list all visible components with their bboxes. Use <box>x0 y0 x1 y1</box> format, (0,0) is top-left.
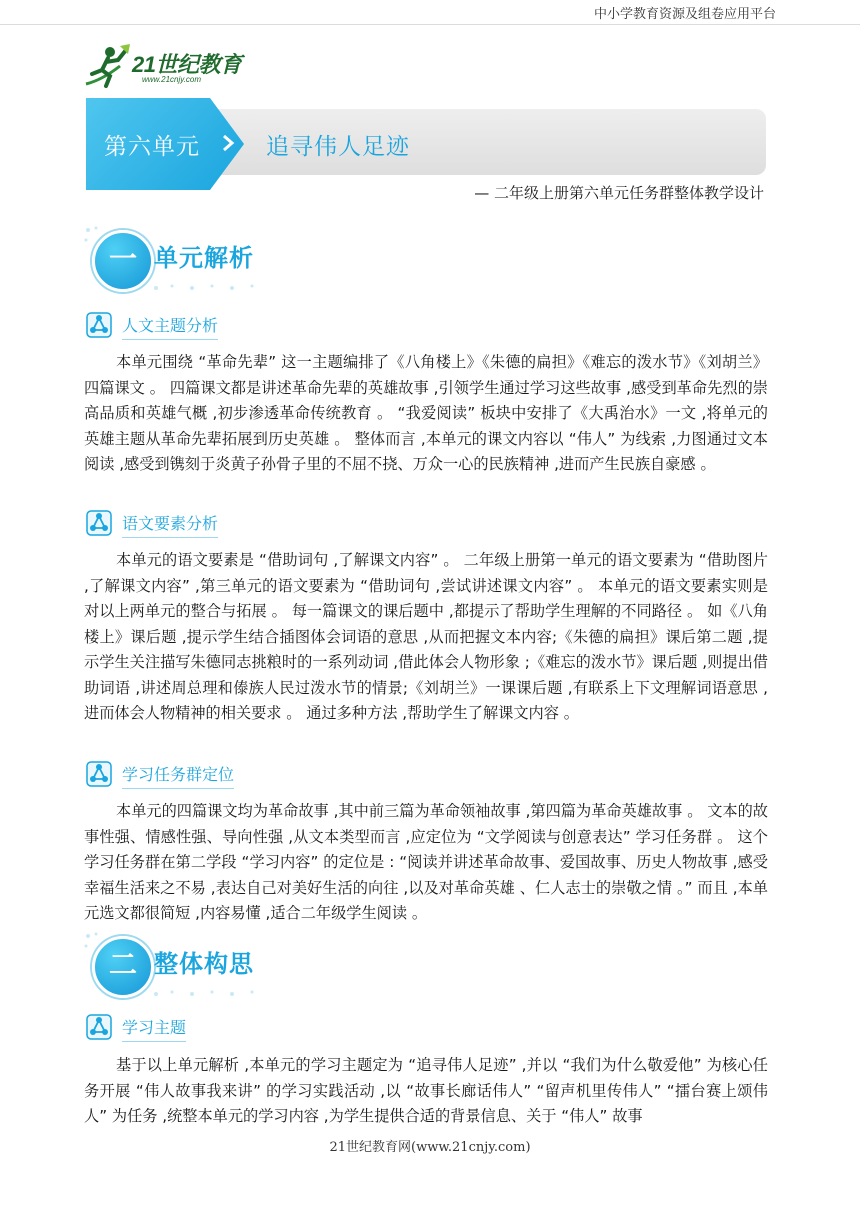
paragraph: 本单元的四篇课文均为革命故事 ,其中前三篇为革命领袖故事 ,第四篇为革命英雄故事 。 文本的故事性强、情感性强、导向性强 ,从文本类型而言 ,应定位为 “文学阅读与创意表达” 学习任务群 。 这个学习任务群在第二学段 “学习内容” 的定位是 : “阅读并讲述革命故事、爱国故事、历史人物故事 ,感受幸福生活来之不易 ,表达自己对美好生活的向往 ,以及对革命英雄 、仁人志士的崇敬之情 。” 而且 ,本单元选文都很简短 ,内容易懂 ,适合二年级学生阅读 。 <box>84 802 768 922</box>
runner-icon <box>80 44 132 90</box>
logo-url: www.21cnjy.com <box>142 75 201 84</box>
section-heading-2 <box>82 930 282 1000</box>
subsection-title: 学习主题 <box>122 1015 186 1042</box>
unit-subtitle: — 二年级上册第六单元任务群整体教学设计 <box>474 184 764 202</box>
nodes-icon <box>86 510 112 536</box>
unit-title: 追寻伟人足迹 <box>266 134 410 160</box>
section-title: 单元解析 <box>154 244 254 272</box>
unit-label: 第六单元 <box>104 134 200 160</box>
section-heading-1 <box>82 224 282 294</box>
paragraph: 本单元围绕 “革命先辈” 这一主题编排了《八角楼上》《朱德的扁担》《难忘的泼水节》《刘胡兰》四篇课文 。 四篇课文都是讲述革命先辈的英雄故事 ,引领学生通过学习这些故事 ,感受到革命先烈的崇高品质和英雄气概 ,初步渗透革命传统教育 。 “我爱阅读” 板块中安排了《大禹治水》一文 ,将单元的英雄主题从革命先辈拓展到历史英雄 。 整体而言 ,本单元的课文内容以 “伟人” 为线索 ,力图通过文本阅读 ,感受到镌刻于炎黄子孙骨子里的不屈不挠、万众一心的民族精神 ,进而产生民族自豪感 。 <box>84 353 768 473</box>
section-number: 二 <box>108 948 137 981</box>
chevron-right-icon <box>222 134 236 152</box>
nodes-icon <box>86 761 112 787</box>
nodes-icon <box>86 1014 112 1040</box>
section-title: 整体构思 <box>154 950 254 978</box>
logo-text: 21世纪教育 <box>132 52 242 77</box>
paragraph: 本单元的语文要素是 “借助词句 ,了解课文内容” 。 二年级上册第一单元的语文要素为 “借助图片 ,了解课文内容” ,第三单元的语文要素为 “借助词句 ,尝试讲述课文内容” 。 本单元的语文要素实则是对以上两单元的整合与拓展 。 每一篇课文的课后题中 ,都提示了帮助学生理解的不同路径 。 如《八角楼上》课后题 ,提示学生结合插图体会词语的意思 ,从而把握文本内容;《朱德的扁担》课后第二题 ,提示学生关注描写朱德同志挑粮时的一系列动词 ,借此体会人物形象 ;《难忘的泼水节》课后题 ,则提出借助词语 ,讲述周总理和傣族人民过泼水节的情景;《刘胡兰》一课课后题 ,有联系上下文理解词语意思 ,进而体会人物精神的相关要求 。 通过多种方法 ,帮助学生了解课文内容 。 <box>84 551 768 722</box>
platform-header: 中小学教育资源及组卷应用平台 <box>593 7 776 22</box>
section-number: 一 <box>108 242 137 275</box>
subsection-title: 人文主题分析 <box>122 313 218 340</box>
nodes-icon <box>86 312 112 338</box>
subsection-title: 语文要素分析 <box>122 511 218 538</box>
logo <box>80 44 250 90</box>
unit-banner <box>86 98 766 190</box>
page-footer: 21世纪教育网(www.21cnjy.com) <box>329 1140 531 1155</box>
header-divider <box>0 24 860 25</box>
subsection-title: 学习任务群定位 <box>122 762 234 789</box>
paragraph: 基于以上单元解析 ,本单元的学习主题定为 “追寻伟人足迹” ,并以 “我们为什么敬爱他” 为核心任务开展 “伟人故事我来讲” 的学习实践活动 ,以 “故事长廊话伟人” “留声机里传伟人” “擂台赛上颂伟人” 为任务 ,统整本单元的学习内容 ,为学生提供合适的背景信息、关于 “伟人” 故事 <box>84 1056 768 1125</box>
